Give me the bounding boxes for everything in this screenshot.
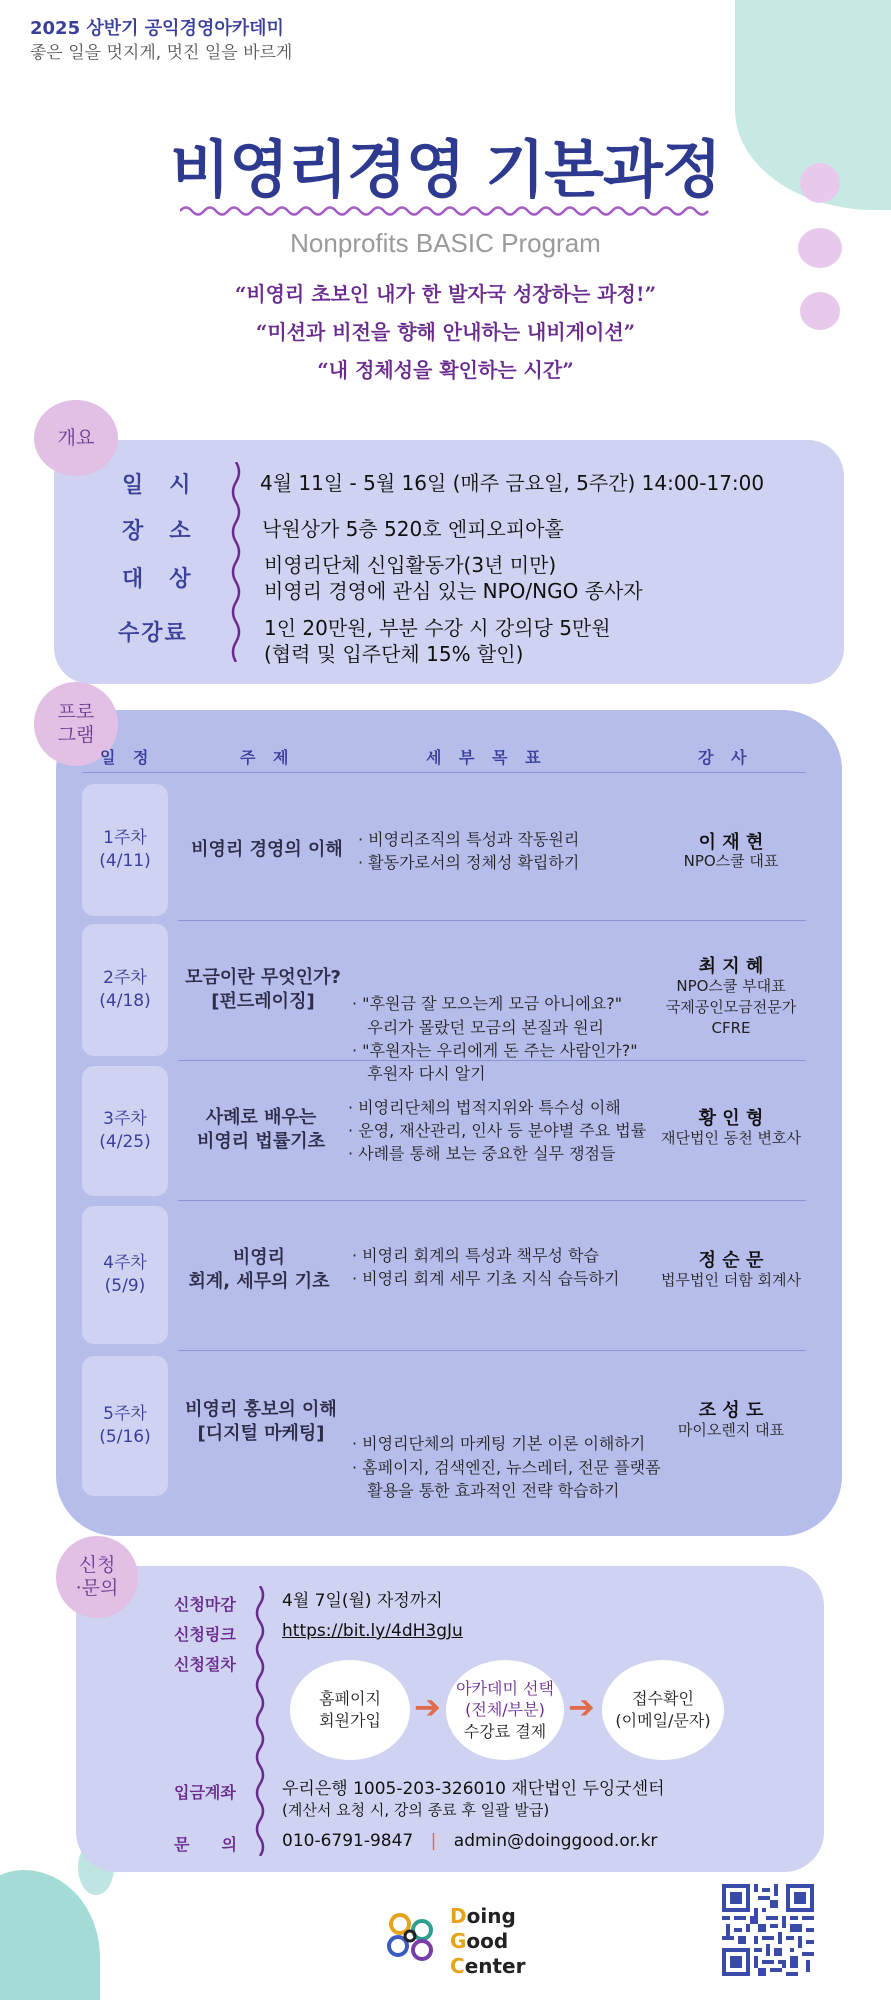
quote-line: “미션과 비전을 향해 안내하는 내비게이션” (255, 320, 636, 344)
apply-link[interactable]: https://bit.ly/4dH3gJu (282, 1621, 463, 1641)
quote-line: “비영리 초보인 내가 한 발자국 성장하는 과정!” (234, 282, 657, 306)
week-details: · "후원금 잘 모으는게 모금 아니에요?" 우리가 몰랐던 모금의 본질과 원리 · "후원자는 우리에게 돈 주는 사람인가?" 후원자 다시 알기 (352, 994, 638, 1083)
program-badge: 프로 그램 (34, 682, 118, 766)
account-value: 우리은행 1005-203-326010 재단법인 두잉굿센터 (282, 1779, 665, 1799)
account-note: (계산서 요청 시, 강의 종료 후 일괄 발급) (282, 1801, 550, 1819)
lecturer-name: 최 지 혜 (698, 956, 764, 977)
link-label: 신청링크 (174, 1625, 236, 1644)
row-divider (178, 920, 806, 921)
apply-squiggle (252, 1586, 268, 1856)
lecturer-name: 정 순 문 (698, 1250, 764, 1271)
email-address[interactable]: admin@doinggood.or.kr (453, 1831, 658, 1851)
apply-badge: 신청 ·문의 (56, 1536, 138, 1618)
phone-number: 010-6791-9847 (282, 1831, 414, 1851)
fee-discount: (협력 및 입주단체 15% 할인) (264, 642, 524, 666)
week-card: 3주차 (4/25) (82, 1066, 168, 1196)
lecturer-role: NPO스쿨 부대표 국제공인모금전문가 CFRE (665, 977, 797, 1037)
week-topic: 사례로 배우는 비영리 법률기초 (197, 1107, 325, 1153)
step-confirm: 접수확인 (이메일/문자) (602, 1660, 724, 1760)
academy-slogan: 좋은 일을 멋지게, 멋진 일을 바르게 (30, 43, 293, 63)
col-header-topic: 주 제 (240, 748, 295, 767)
contact-label: 문 의 (174, 1835, 237, 1854)
overview-badge: 개요 (34, 400, 118, 476)
qr-code-icon[interactable] (722, 1884, 814, 1976)
contact-value (282, 1830, 657, 1854)
row-divider (178, 1060, 806, 1061)
row-divider (178, 1350, 806, 1351)
arrow-right-icon: ➔ (568, 1688, 595, 1726)
week-card: 5주차 (5/16) (82, 1356, 168, 1496)
week-topic: 모금이란 무엇인가? [펀드레이징] (185, 967, 341, 1013)
doing-good-logo-icon (382, 1908, 446, 1964)
lecturer-name: 조 성 도 (698, 1400, 764, 1421)
week-details: · 비영리단체의 법적지위와 특수성 이해 · 운영, 재산관리, 인사 등 분야별 주요 법률 · 사례를 통해 보는 중요한 실무 쟁점들 (348, 1098, 647, 1164)
lecturer-role: 재단법인 동천 변호사 (661, 1129, 801, 1147)
week-card: 2주차 (4/18) (82, 924, 168, 1056)
fee-label: 수강료 (118, 621, 188, 646)
venue-label: 장 소 (122, 519, 193, 544)
step-signup: 홈페이지 회원가입 (290, 1660, 410, 1760)
lecturer-role: 법무법인 더함 회계사 (661, 1271, 801, 1289)
col-header-lecturer: 강 사 (698, 748, 753, 767)
arrow-right-icon: ➔ (414, 1688, 441, 1726)
page-subtitle: Nonprofits BASIC Program (290, 228, 601, 258)
target-label: 대 상 (122, 567, 193, 592)
overview-squiggle (228, 462, 244, 662)
academy-title: 2025 상반기 공익경영아카데미 (30, 18, 284, 39)
deadline-value: 4월 7일(월) 자정까지 (282, 1591, 443, 1611)
week-details: · 비영리조직의 특성과 작동원리 · 활동가로서의 정체성 확립하기 (358, 830, 580, 873)
lecturer-role: NPO스쿨 대표 (683, 852, 779, 870)
week-topic: 비영리 홍보의 이해 [디지털 마케팅] (185, 1399, 337, 1445)
week-details: · 비영리 회계의 특성과 책무성 학습 · 비영리 회계 세무 기초 지식 습득하기 (352, 1246, 620, 1289)
step-select-pay: 아카데미 선택 (전체/부분) 수강료 결제 (446, 1660, 564, 1760)
doing-good-logo-text: Doing Good Center (450, 1904, 526, 1978)
quote-line: “내 정체성을 확인하는 시간” (317, 358, 574, 382)
week-card: 1주차 (4/11) (82, 784, 168, 916)
fee-value: 1인 20만원, 부분 수강 시 강의당 5만원 (264, 616, 611, 640)
target-value: 비영리단체 신입활동가(3년 미만) (264, 553, 557, 577)
col-header-schedule: 일 정 (100, 748, 155, 767)
week-topic: 비영리 회계, 세무의 기초 (188, 1247, 330, 1293)
week-details: · 비영리단체의 마케팅 기본 이론 이해하기 · 홈페이지, 검색엔진, 뉴스레터, 전문 플랫폼 활용을 통한 효과적인 전략 학습하기 (352, 1434, 661, 1500)
schedule-value: 4월 11일 - 5월 16일 (매주 금요일, 5주간) 14:00-17:00 (260, 471, 765, 495)
target-value-2: 비영리 경영에 관심 있는 NPO/NGO 종사자 (264, 579, 643, 603)
lecturer-role: 마이오렌지 대표 (677, 1421, 785, 1439)
week-card: 4주차 (5/9) (82, 1206, 168, 1344)
process-label: 신청절차 (174, 1655, 236, 1674)
lecturer-name: 이 재 현 (698, 832, 764, 853)
page-title: 비영리경영 기본과정 (170, 133, 721, 206)
contact-separator: | (430, 1831, 437, 1851)
venue-value: 낙원상가 5층 520호 엔피오피아홀 (262, 517, 564, 541)
account-label: 입금계좌 (174, 1783, 236, 1802)
lecturer-name: 황 인 형 (698, 1108, 764, 1129)
header-divider (82, 772, 806, 773)
row-divider (178, 1200, 806, 1201)
schedule-label: 일 시 (122, 473, 193, 498)
col-header-details: 세 부 목 표 (426, 748, 547, 767)
deadline-label: 신청마감 (174, 1595, 236, 1614)
week-topic: 비영리 경영의 이해 (191, 839, 343, 860)
wave-divider (180, 204, 710, 218)
